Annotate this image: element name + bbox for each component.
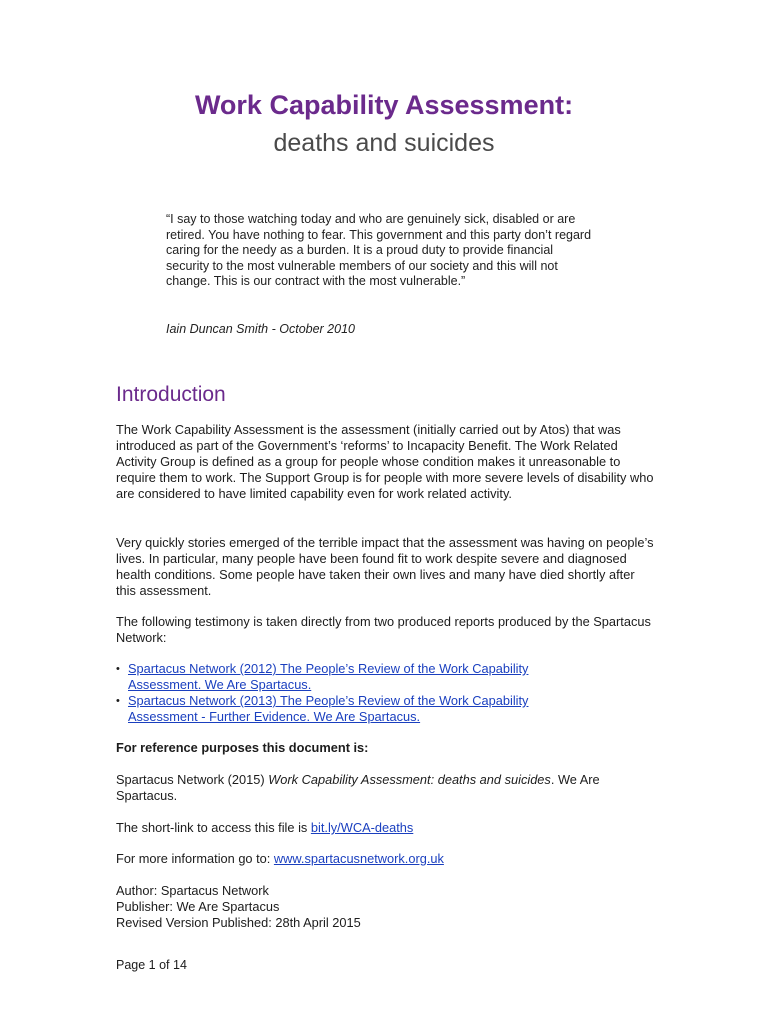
list-item: [116, 693, 586, 725]
intro-para-3-text: The following testimony is taken directly from two produced reports produced by the Spartacus Network:: [116, 614, 651, 645]
intro-para-1-text: The Work Capability Assessment is the assessment (initially carried out by Atos) that was introduced as part of the Government’s ‘reforms’ to Incapacity Benefit. The Work Related Activity Group is defined as a group for people whose condition makes it unreasonable to require them to work. The Support Group is for people with more severe levels of disability who are considered to have limited capability even for work related activity.: [116, 422, 654, 501]
introduction-heading: Introduction: [116, 383, 226, 406]
moreinfo-prefix: For more information go to:: [116, 851, 274, 866]
shortlink-prefix: The short-link to access this file is: [116, 820, 311, 835]
intro-paragraph-2: [116, 535, 656, 599]
quote-attribution: Iain Duncan Smith - October 2010: [166, 322, 355, 336]
citation-prefix: Spartacus Network (2015): [116, 772, 269, 787]
publisher-line: Publisher: We Are Spartacus: [116, 899, 280, 914]
author-line: Author: Spartacus Network: [116, 883, 269, 898]
citation: [116, 772, 656, 804]
publication-details: [116, 883, 656, 931]
citation-title: Work Capability Assessment: deaths and suicides: [268, 772, 551, 787]
title-block: [0, 88, 768, 160]
reference-heading: For reference purposes this document is:: [116, 740, 369, 755]
reference-link-2012[interactable]: Spartacus Network (2012) The People’s Review of the Work Capability Assessment. We Are Spartacus.: [128, 661, 529, 692]
intro-paragraph-3: [116, 614, 656, 646]
citation-suffix: . We Are Spartacus.: [116, 772, 600, 803]
intro-paragraph-1: [116, 422, 656, 502]
shortlink-line: [116, 820, 656, 836]
reference-link-2013[interactable]: Spartacus Network (2013) The People’s Review of the Work Capability Assessment - Further Evidence. We Are Spartacus.: [128, 693, 529, 724]
shortlink-link[interactable]: bit.ly/WCA-deaths: [310, 820, 414, 835]
revised-line: Revised Version Published: 28th April 2015: [116, 915, 361, 930]
page-number: Page 1 of 14: [116, 958, 187, 972]
document-subtitle: deaths and suicides: [273, 129, 495, 157]
list-item: [116, 661, 586, 693]
epigraph-quote: “I say to those watching today and who are genuinely sick, disabled or are retired. You have nothing to fear. This government and this party don’t regard caring for the needy as a burden. It is a proud duty to provide financial security to the most vulnerable members of our society and this will not change. This is our contract with the most vulnerable.”: [166, 212, 592, 288]
website-link[interactable]: www.spartacusnetwork.org.uk: [273, 851, 444, 866]
moreinfo-line: [116, 851, 656, 867]
document-title: Work Capability Assessment:: [194, 90, 574, 120]
reference-list: [116, 661, 586, 725]
intro-para-2-text: Very quickly stories emerged of the terrible impact that the assessment was having on people’s lives. In particular, many people have been found fit to work despite severe and diagnosed health conditions. Some people have taken their own lives and many have died shortly after this assessment.: [116, 535, 654, 598]
